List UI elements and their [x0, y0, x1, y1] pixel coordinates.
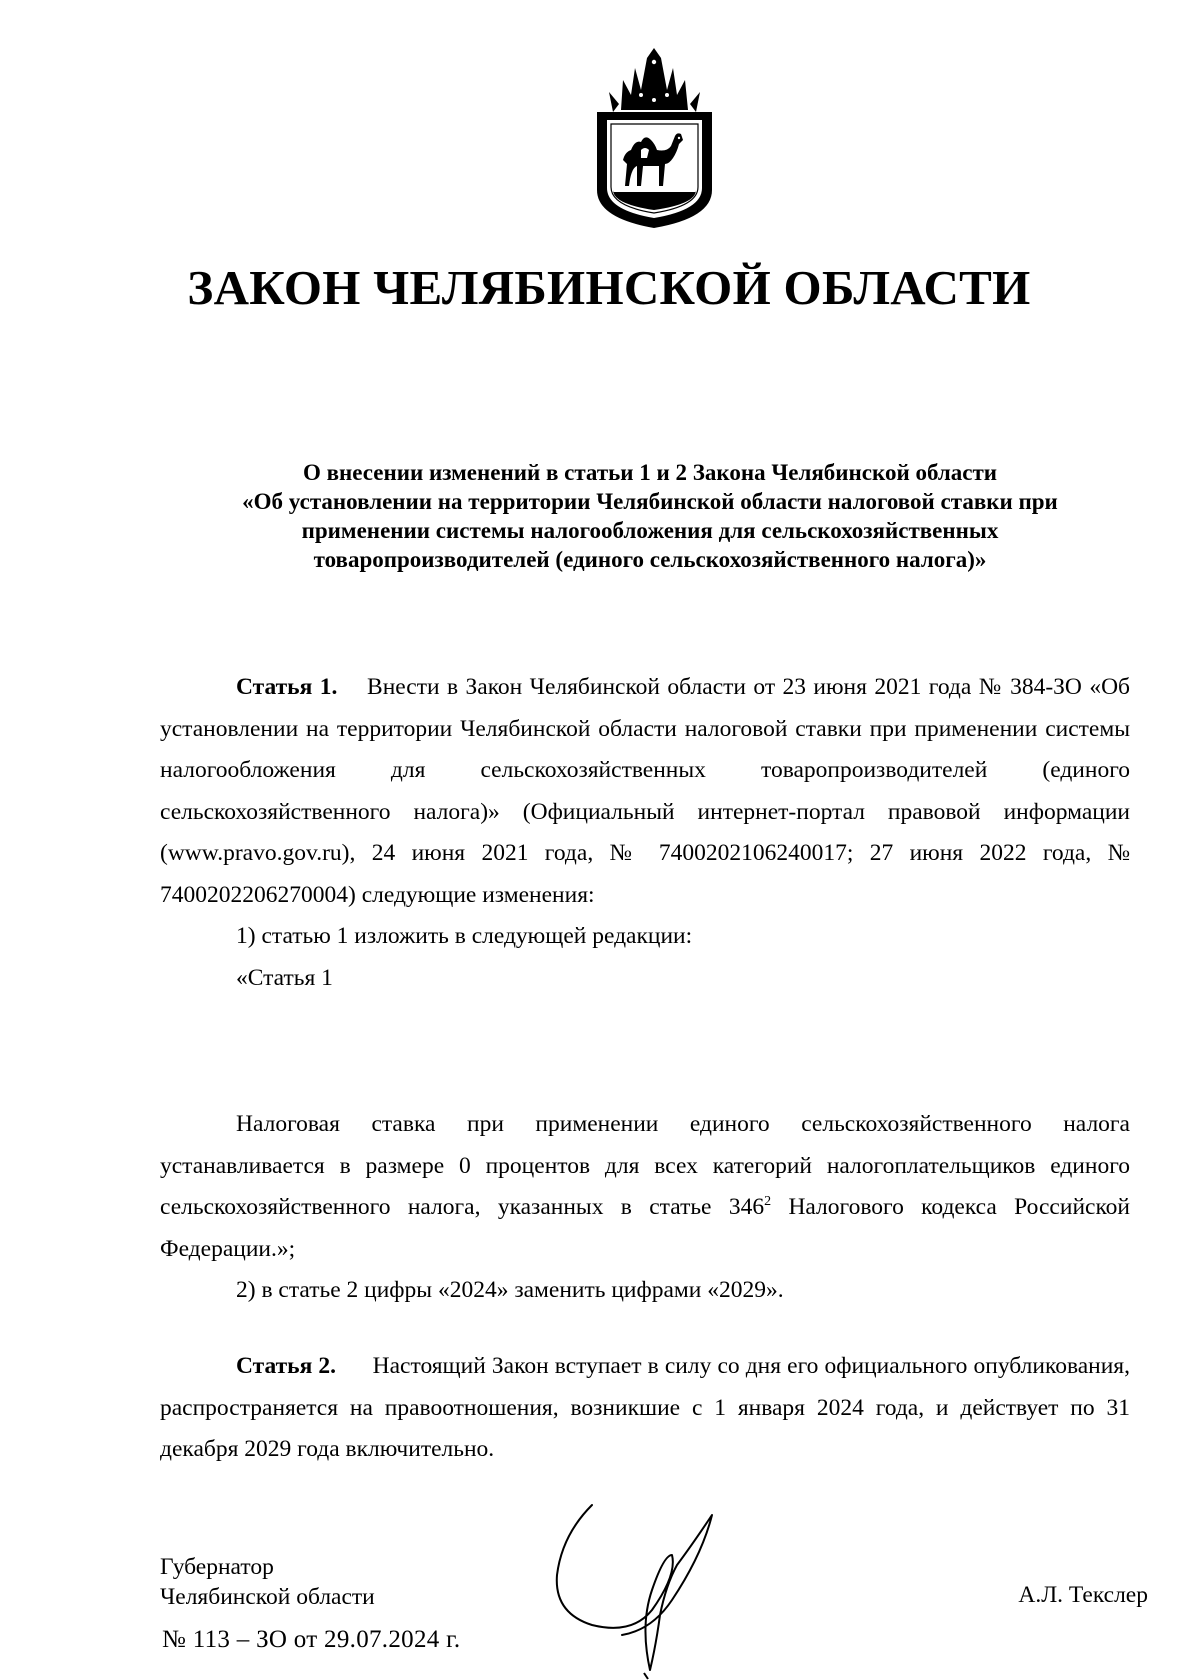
quote-text-after: Налогового кодекса Российской Федерации.»;: [160, 1194, 1130, 1262]
law-title: ЗАКОН ЧЕЛЯБИНСКОЙ ОБЛАСТИ: [187, 260, 1031, 315]
article-1-quote: [160, 1104, 1130, 1312]
quote-text-before: Налоговая ставка при применении единого сельскохозяйственного налога устанавливается в размере 0 процентов для всех категорий налогоплательщиков единого сельскохозяйственного налога, указанных в статье 346: [160, 1111, 1130, 1220]
article-2: [160, 1346, 1130, 1471]
article-1-label: Статья 1.: [236, 674, 338, 700]
subject-line: «Об установлении на территории Челябинской области налоговой ставки при: [242, 489, 1058, 514]
signer-name: А.Л. Текслер: [1018, 1582, 1148, 1608]
quoted-article-text: [160, 1104, 1130, 1270]
law-subject: [160, 458, 1140, 574]
handwritten-signature: [552, 1495, 738, 1680]
subject-line: применении системы налогообложения для сельскохозяйственных: [301, 518, 999, 543]
quoted-article-heading: «Статья 1: [236, 964, 333, 991]
article-1-item-2: 2) в статье 2 цифры «2024» заменить цифрами «2029».: [236, 1277, 784, 1303]
quote-superscript: 2: [764, 1194, 772, 1209]
article-1: [160, 667, 1130, 999]
article-2-text: Настоящий Закон вступает в силу со дня его официального опубликования, распространяется на правоотношения, возникшие с 1 января 2024 года, и действует по 31 декабря 2029 года включительно.: [160, 1353, 1130, 1462]
article-2-label: Статья 2.: [236, 1353, 337, 1379]
signer-position-line: Губернатор: [160, 1554, 274, 1580]
article-1-paragraph: [160, 667, 1130, 916]
coat-of-arms-emblem: [583, 40, 726, 232]
article-1-text: Внести в Закон Челябинской области от 23 июня 2021 года № 384-ЗО «Об установлении на территории Челябинской области налоговой ставки при применении системы налогообложения для сельскохозяйственных товаропроизводителей (единого сельскохозяйственного налога)» (Официальный интернет-портал правовой информации (www.pravo.gov.ru), 24 июня 2021 года, № 7400202106240017; 27 июня 2022 года, № 7400202206270004) следующие изменения:: [160, 674, 1130, 908]
signer-position: [160, 1552, 375, 1612]
subject-line: О внесении изменений в статьи 1 и 2 Закона Челябинской области: [302, 460, 998, 485]
article-1-item-1: 1) статью 1 изложить в следующей редакции:: [236, 923, 693, 949]
law-number-date: № 113 – ЗО от 29.07.2024 г.: [162, 1626, 461, 1653]
article-2-paragraph: [160, 1346, 1130, 1471]
signer-position-line: Челябинской области: [160, 1584, 375, 1610]
subject-line: товаропроизводителей (единого сельскохозяйственного налога)»: [313, 547, 987, 572]
